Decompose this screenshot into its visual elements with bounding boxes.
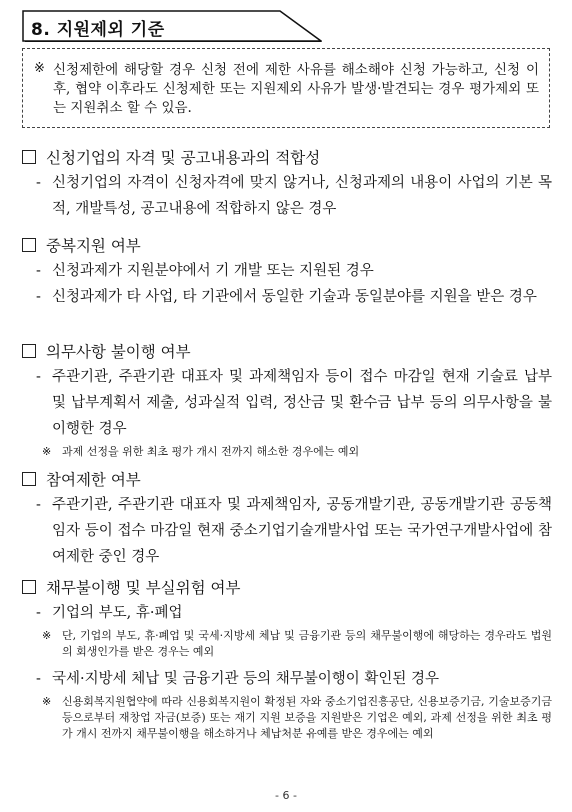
reference-mark: ※ (42, 695, 52, 708)
item-text: 신청과제가 타 사업, 타 기관에서 동일한 기술과 동일분야를 지원을 받은 경우 (52, 289, 537, 305)
dash-bullet: - (36, 369, 41, 385)
list-item (22, 492, 552, 570)
item-text: 주관기관, 주관기관 대표자 및 과제책임자, 공동개발기관, 공동개발기관 공동책임자 등이 접수 마감일 현재 중소기업기술개발사업 또는 국가연구개발사업에 참여제한 중인 경우 (52, 497, 552, 565)
footnote (22, 444, 552, 460)
section-heading (22, 468, 552, 492)
list-item (22, 600, 552, 626)
item-text: 주관기관, 주관기관 대표자 및 과제책임자 등이 접수 마감일 현재 기술료 납부 및 납부계획서 제출, 성과실적 입력, 정산금 및 환수금 납부 등의 의무사항을 불이행한 경우 (52, 369, 552, 437)
item-text: 신청기업의 자격이 신청자격에 맞지 않거나, 신청과제의 내용이 사업의 기본 목적, 개발특성, 공고내용에 적합하지 않은 경우 (52, 175, 552, 217)
criteria-section-qualification (22, 146, 552, 222)
checkbox-square-icon (22, 580, 36, 594)
list-item (22, 364, 552, 442)
reference-mark: ※ (42, 445, 52, 458)
section-heading (22, 146, 552, 170)
dash-bullet: - (36, 175, 41, 191)
section-heading (22, 576, 552, 600)
list-item (22, 284, 552, 310)
section-header (22, 10, 322, 42)
footnote-text: 과제 선정을 위한 최초 평가 개시 전까지 해소한 경우에는 예외 (62, 445, 360, 458)
item-text: 국세·지방세 체납 및 금융기관 등의 채무불이행이 확인된 경우 (52, 671, 440, 687)
criteria-section-duplicate (22, 234, 552, 310)
dash-bullet: - (36, 671, 41, 687)
reference-mark: ※ (42, 629, 52, 642)
checkbox-square-icon (22, 472, 36, 486)
footnote (22, 694, 552, 742)
page-number: - 6 - (275, 789, 297, 802)
dash-bullet: - (36, 263, 41, 279)
dash-bullet: - (36, 497, 41, 513)
footnote-text: 단, 기업의 부도, 휴·폐업 및 국세·지방세 체납 및 금융기관 등의 채무불이행에 해당하는 경우라도 법원의 회생인가를 받은 경우는 예외 (62, 629, 552, 658)
section-heading (22, 340, 552, 364)
heading-text: 신청기업의 자격 및 공고내용과의 적합성 (46, 149, 321, 167)
reference-mark: ※ (34, 61, 45, 76)
notice-text: 신청제한에 해당할 경우 신청 전에 제한 사유를 해소해야 신청 가능하고, 신청 이후, 협약 이후라도 신청제한 또는 지원제외 사유가 발생·발견되는 경우 평가제외 또는 지원취소 할 수 있음. (53, 62, 539, 116)
criteria-section-obligations (22, 340, 552, 460)
footnote (22, 628, 552, 660)
criteria-section-default-risk (22, 576, 552, 742)
dash-bullet: - (36, 289, 41, 305)
heading-text: 중복지원 여부 (46, 237, 141, 255)
list-item (22, 170, 552, 222)
heading-text: 의무사항 불이행 여부 (46, 343, 191, 361)
section-heading (22, 234, 552, 258)
notice-box (22, 48, 550, 128)
checkbox-square-icon (22, 238, 36, 252)
heading-text: 참여제한 여부 (46, 471, 141, 489)
heading-text: 채무불이행 및 부실위험 여부 (46, 579, 241, 597)
section-title: 8. 지원제외 기준 (31, 20, 165, 40)
criteria-section-participation-restriction (22, 468, 552, 570)
checkbox-square-icon (22, 150, 36, 164)
footnote-text: 신용회복지원협약에 따라 신용회복지원이 확정된 자와 중소기업진흥공단, 신용보증기금, 기술보증기금 등으로부터 재창업 자금(보증) 또는 재기 지원 보증을 지원받은 기업은 예외, 과제 선정을 위한 최초 평가 개시 전까지 채무불이행을 해소하거나 체납처분 유예를 받은 경우에는 예외 (62, 695, 552, 740)
item-text: 기업의 부도, 휴·폐업 (52, 605, 183, 621)
checkbox-square-icon (22, 344, 36, 358)
dash-bullet: - (36, 605, 41, 621)
list-item (22, 666, 552, 692)
list-item (22, 258, 552, 284)
item-text: 신청과제가 지원분야에서 기 개발 또는 지원된 경우 (52, 263, 374, 279)
